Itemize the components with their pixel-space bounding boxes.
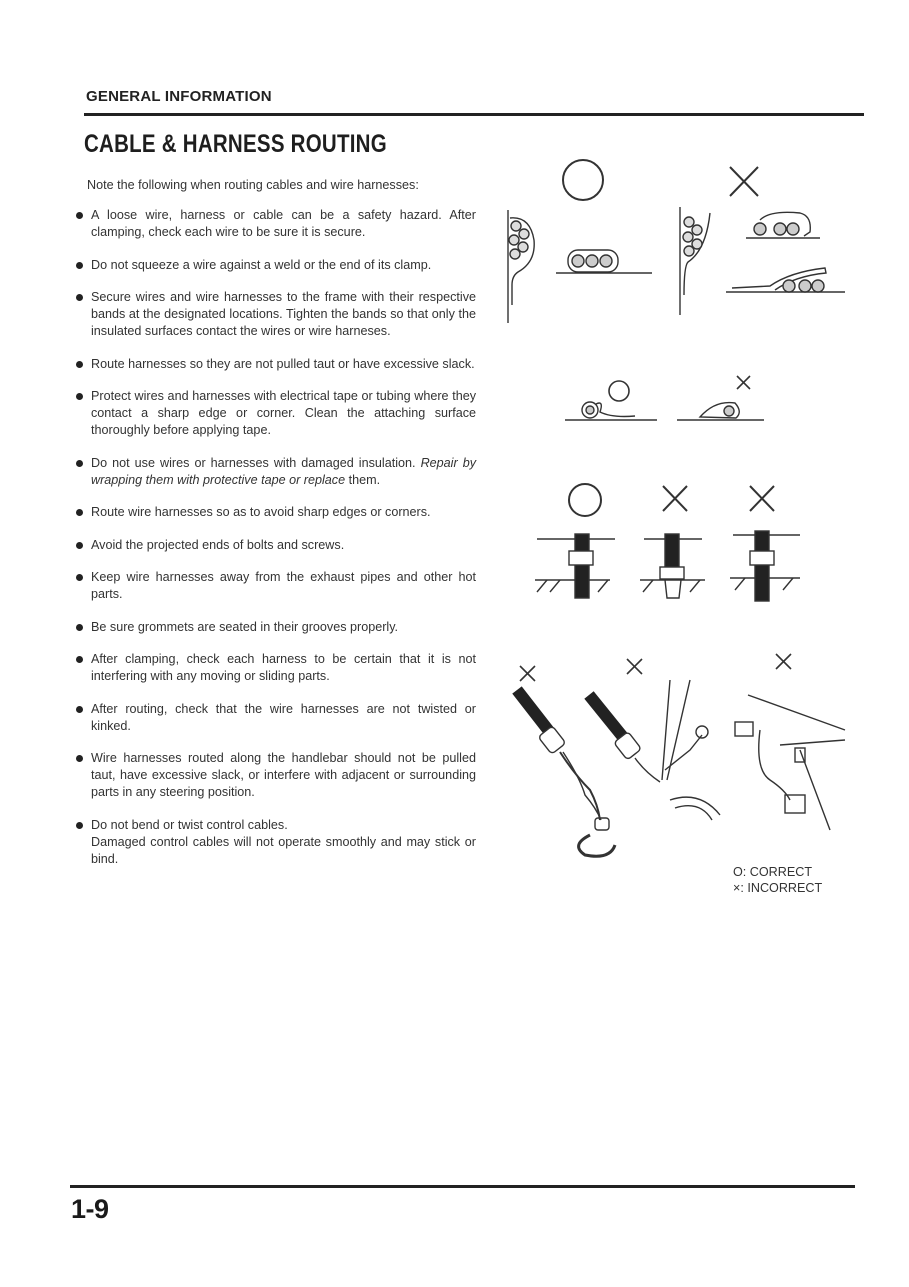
figure-legend <box>733 864 822 896</box>
footer-divider <box>70 1185 855 1188</box>
legend-correct: O: CORRECT <box>733 865 813 879</box>
list-item: Wire harnesses routed along the handlebar should not be pulled taut, have excessive slack, or interfere with adjacent or surrounding parts in any steering position. <box>74 750 476 801</box>
list-item: Route harnesses so they are not pulled taut or have excessive slack. <box>74 356 476 373</box>
list-item: Secure wires and wire harnesses to the frame with their respective bands at the designated locations. Tighten the bands so that only the insulated surfaces contact the wires or wire harneses. <box>74 289 476 340</box>
section-header: GENERAL INFORMATION <box>86 88 272 105</box>
list-item: Route wire harnesses so as to avoid sharp edges or corners. <box>74 504 476 521</box>
list-item: Do not bend or twist control cables. Damaged control cables will not operate smoothly and may stick or bind. <box>74 817 476 868</box>
list-item: Avoid the projected ends of bolts and screws. <box>74 537 476 554</box>
incorrect-mark-icon <box>520 666 535 681</box>
list-item: Keep wire harnesses away from the exhaust pipes and other hot parts. <box>74 569 476 603</box>
intro-text: Note the following when routing cables and wire harnesses: <box>87 178 419 192</box>
incorrect-mark-icon <box>627 659 642 674</box>
list-item: Do not squeeze a wire against a weld or the end of its clamp. <box>74 257 476 274</box>
list-item: Be sure grommets are seated in their grooves properly. <box>74 619 476 636</box>
list-item: Protect wires and harnesses with electrical tape or tubing where they contact a sharp edge or corner. Clean the attaching surface thoroughly before applying tape. <box>74 388 476 439</box>
page-title: CABLE & HARNESS ROUTING <box>84 130 387 158</box>
page-number: 1-9 <box>71 1194 109 1224</box>
list-item: After routing, check that the wire harnesses are not twisted or kinked. <box>74 701 476 735</box>
list-item: A loose wire, harness or cable can be a safety hazard. After clamping, check each wire to be sure it is secure. <box>74 207 476 241</box>
italic-note: Repair by wrapping them with protective tape or replace <box>91 455 476 487</box>
incorrect-mark-icon <box>776 654 791 669</box>
legend-incorrect: ×: INCORRECT <box>733 881 823 895</box>
list-item: Do not use wires or harnesses with damaged insulation. Repair by wrapping them with protective tape or replace them. <box>74 455 476 489</box>
list-item: After clamping, check each harness to be certain that it is not interfering with any moving or sliding parts. <box>74 651 476 685</box>
